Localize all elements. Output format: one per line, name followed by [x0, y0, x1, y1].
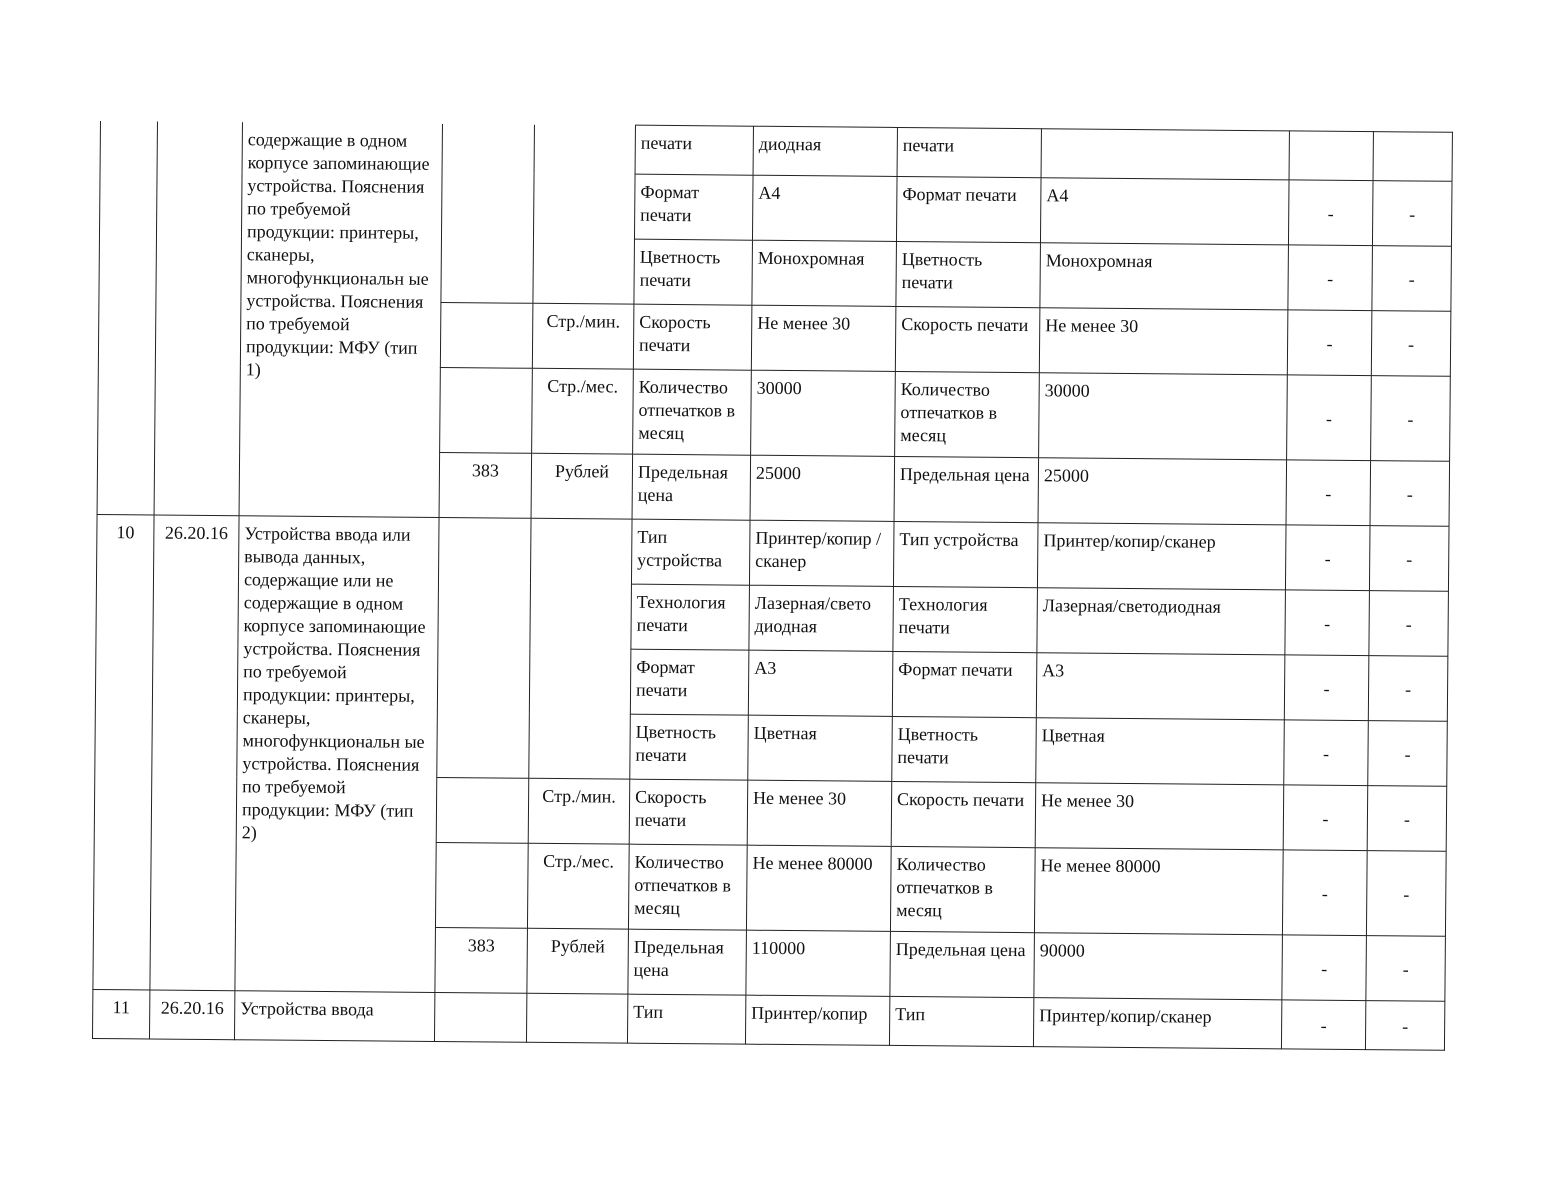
functional-purpose-cell: -	[1369, 526, 1449, 592]
characteristic-cell: Предельная цена	[632, 454, 751, 520]
recommended-characteristic-cell: Цветность печати	[892, 716, 1037, 782]
characteristic-cell: печати	[635, 125, 753, 175]
unit-cell: Стр./мес.	[532, 368, 634, 454]
justification-cell: -	[1282, 850, 1367, 936]
recommended-characteristic-cell: Количество отпечатков в месяц	[895, 371, 1040, 457]
recommended-value-cell	[1041, 129, 1289, 180]
description-cell: содержащие в одном корпусе запоминающие устройства. Пояснения по требуемой продукции: принтеры, сканеры, многофункциональн ые устройства. Пояснения по требуемой продукции: МФУ (тип 1)	[239, 122, 442, 518]
item-number-cell: 11	[92, 989, 149, 1038]
justification-cell: -	[1286, 460, 1371, 526]
functional-purpose-cell: -	[1367, 786, 1447, 852]
functional-purpose-cell: -	[1366, 936, 1446, 1002]
description-cell: Устройства ввода или вывода данных, содержащие или не содержащие в одном корпусе запоминающие устройства. Пояснения по требуемой продукции: принтеры, сканеры, многофункциональн ые устройства. Пояснения по требуемой продукции: МФУ (тип 2)	[235, 516, 439, 993]
recommended-characteristic-cell: Скорость печати	[895, 306, 1040, 372]
okpd-cell: 26.20.16	[150, 515, 239, 991]
recommended-characteristic-cell: Предельная цена	[890, 931, 1035, 997]
functional-purpose-cell: -	[1369, 591, 1449, 657]
code-cell: 383	[435, 927, 528, 993]
functional-purpose-cell	[1373, 132, 1452, 182]
okpd-cell	[154, 121, 242, 516]
table-row	[96, 514, 1449, 591]
justification-cell: -	[1282, 935, 1367, 1001]
unit-cell: Рублей	[531, 453, 633, 519]
justification-cell: -	[1283, 785, 1368, 851]
unit-cell: Рублей	[527, 928, 629, 994]
recommended-value-cell: А3	[1036, 653, 1285, 720]
justification-cell: -	[1288, 245, 1373, 311]
table-row	[92, 989, 1444, 1050]
recommended-characteristic-cell: Тип	[889, 996, 1033, 1046]
recommended-value-cell: Принтер/копир/сканер	[1033, 998, 1281, 1049]
required-value-cell: диодная	[753, 126, 897, 176]
characteristic-cell: Формат печати	[630, 649, 749, 715]
code-cell	[440, 302, 533, 368]
required-value-cell: Не менее 30	[751, 305, 896, 371]
recommended-value-cell: 30000	[1039, 373, 1288, 460]
recommended-value-cell: Не менее 30	[1039, 308, 1288, 375]
characteristic-cell: Количество отпечатков в месяц	[628, 844, 747, 930]
requirements-table	[92, 120, 1453, 1051]
recommended-value-cell: Монохромная	[1040, 243, 1289, 310]
code-cell	[440, 367, 533, 453]
recommended-value-cell: А4	[1040, 178, 1289, 245]
unit-cell	[526, 993, 627, 1043]
required-value-cell: Не менее 30	[747, 780, 892, 846]
justification-cell: -	[1287, 310, 1372, 376]
okpd-cell: 26.20.16	[149, 990, 234, 1040]
required-value-cell: 30000	[751, 370, 896, 456]
recommended-characteristic-cell: печати	[897, 127, 1041, 177]
unit-cell: Стр./мин.	[532, 303, 634, 369]
code-cell	[434, 992, 526, 1042]
required-value-cell: А3	[748, 650, 893, 716]
required-value-cell: Монохромная	[752, 240, 897, 306]
justification-cell	[1289, 131, 1373, 181]
code-cell	[437, 517, 531, 778]
characteristic-cell: Формат печати	[634, 174, 753, 240]
characteristic-cell: Тип	[627, 994, 745, 1044]
unit-cell: Стр./мин.	[528, 778, 630, 844]
recommended-characteristic-cell: Предельная цена	[894, 456, 1039, 522]
characteristic-cell: Количество отпечатков в месяц	[633, 369, 752, 455]
required-value-cell: Лазерная/свето диодная	[749, 585, 894, 651]
functional-purpose-cell: -	[1371, 311, 1451, 377]
characteristic-cell: Скорость печати	[629, 779, 748, 845]
required-value-cell: 25000	[750, 455, 895, 521]
characteristic-cell: Тип устройства	[631, 519, 750, 585]
functional-purpose-cell: -	[1366, 851, 1446, 937]
recommended-value-cell: Не менее 30	[1035, 783, 1284, 850]
recommended-characteristic-cell: Технология печати	[893, 586, 1038, 652]
recommended-value-cell: Принтер/копир/сканер	[1037, 523, 1286, 590]
functional-purpose-cell: -	[1372, 246, 1452, 312]
description-cell: Устройства ввода	[234, 991, 434, 1042]
characteristic-cell: Скорость печати	[633, 304, 752, 370]
unit-cell: Стр./мес.	[527, 843, 629, 929]
required-value-cell: Принтер/копир	[745, 995, 889, 1045]
characteristic-cell: Цветность печати	[634, 239, 753, 305]
recommended-value-cell: Лазерная/светодиодная	[1037, 588, 1286, 655]
code-cell	[436, 777, 529, 843]
justification-cell: -	[1288, 180, 1373, 246]
table-row	[100, 121, 1452, 182]
functional-purpose-cell: -	[1371, 376, 1451, 462]
item-number-cell: 10	[93, 514, 154, 989]
characteristic-cell: Цветность печати	[630, 714, 749, 780]
justification-cell: -	[1281, 1000, 1365, 1050]
code-cell: 383	[439, 452, 532, 518]
recommended-value-cell: 25000	[1038, 458, 1287, 525]
required-value-cell: Не менее 80000	[746, 845, 891, 931]
functional-purpose-cell: -	[1368, 656, 1448, 722]
recommended-characteristic-cell: Скорость печати	[891, 781, 1036, 847]
code-cell	[435, 842, 528, 928]
characteristic-cell: Технология печати	[631, 584, 750, 650]
functional-purpose-cell: -	[1368, 721, 1448, 787]
characteristic-cell: Предельная цена	[628, 929, 747, 995]
recommended-characteristic-cell: Количество отпечатков в месяц	[890, 846, 1035, 932]
document-page	[92, 120, 1452, 1051]
recommended-characteristic-cell: Тип устройства	[893, 521, 1038, 587]
recommended-value-cell: Цветная	[1036, 718, 1285, 785]
justification-cell: -	[1285, 525, 1370, 591]
code-cell	[441, 123, 535, 303]
functional-purpose-cell: -	[1370, 461, 1450, 527]
justification-cell: -	[1284, 720, 1369, 786]
recommended-characteristic-cell: Цветность печати	[896, 241, 1041, 307]
functional-purpose-cell: -	[1372, 181, 1452, 247]
unit-cell	[533, 124, 636, 304]
unit-cell	[529, 518, 632, 779]
recommended-characteristic-cell: Формат печати	[896, 176, 1041, 242]
justification-cell: -	[1285, 590, 1370, 656]
recommended-value-cell: Не менее 80000	[1034, 848, 1283, 935]
justification-cell: -	[1284, 655, 1369, 721]
required-value-cell: А4	[752, 175, 897, 241]
recommended-characteristic-cell: Формат печати	[892, 651, 1037, 717]
recommended-value-cell: 90000	[1034, 933, 1283, 1000]
item-number-cell	[97, 121, 157, 515]
required-value-cell: Принтер/копир /сканер	[749, 520, 894, 586]
functional-purpose-cell: -	[1365, 1001, 1444, 1051]
justification-cell: -	[1287, 375, 1372, 461]
required-value-cell: Цветная	[748, 715, 893, 781]
required-value-cell: 110000	[746, 930, 891, 996]
